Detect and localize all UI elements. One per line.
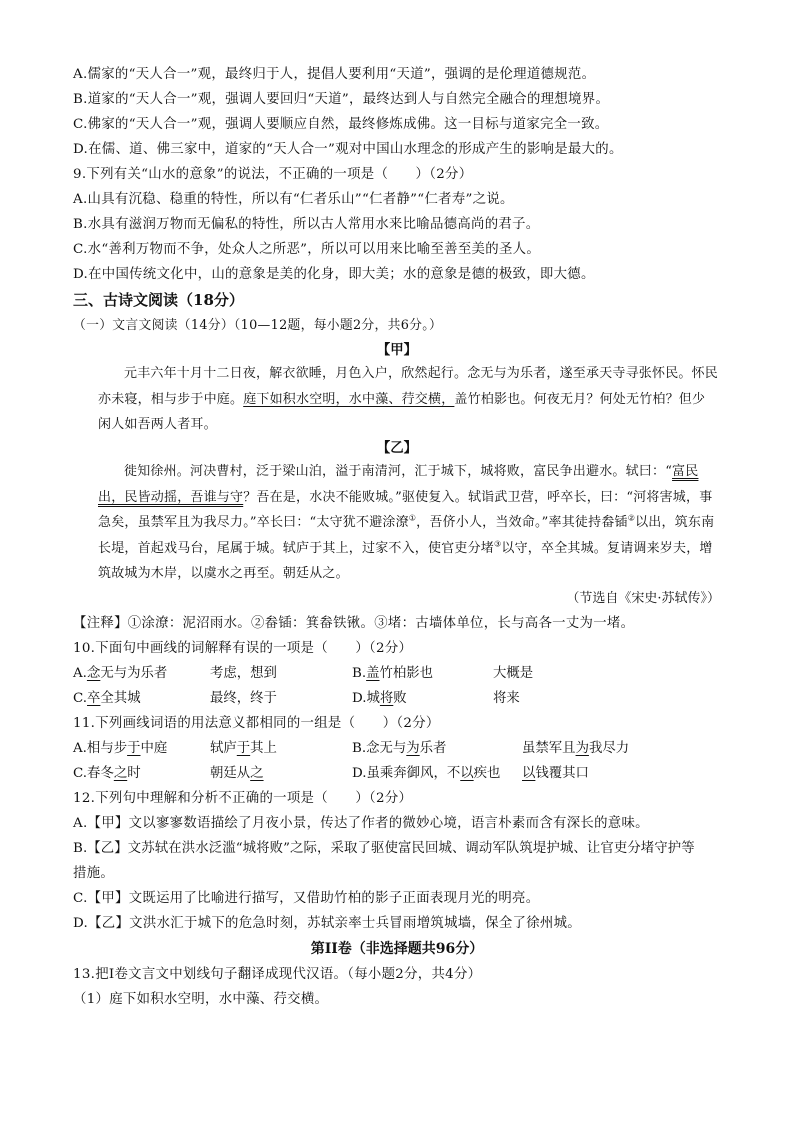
q12-option-b-line2: 措施。 [73, 866, 115, 881]
q8-option-d: D.在儒、道、佛三家中，道家的“天人合一”观对中国山水理念的形成产生的影响是最大的。 [73, 142, 623, 157]
q9-option-b: B.水具有滋润万物而无偏私的特性，所以古人常用水来比喻品德高尚的君子。 [73, 217, 540, 232]
q9-option-c: C.水“善利万物而不争，处众人之所恶”，所以可以用来比喻至善至美的圣人。 [73, 242, 541, 257]
q12-option-b-line1: B.【乙】文苏轼在洪水泛滥“城将败”之际，采取了驱使富民回城、调动军队筑堤护城、让官吏分堵守护等 [73, 841, 695, 856]
q11-option-d2: 以钱覆其口 [522, 766, 589, 781]
passage-yi: 徙知徐州。河决曹村，泛于梁山泊，溢于南清河，汇于城下，城将败，富民争出避水。轼曰：“富民出，民皆动摇，吾谁与守？吾在是，水决不能败城。”驱使复入。轼诣武卫营，呼卒长，曰：“河将害城，事急矣，虽禁军且为我尽力。”卒长曰：“太守犹不避涂潦①，吾侪小人，当效命。”率其徒持畚锸②以出，筑东南长堤，首起戏马台，尾属于城。轼庐于其上，过家不入，使官吏分堵③以守，卒全其城。复请调来岁夫，增筑故城为木岸，以虞水之再至。朝廷从之。 [98, 464, 715, 581]
q11-option-d1: D.虽乘奔御风，不以疾也 [352, 766, 501, 781]
q10-option-b: B.盖竹柏影也 [352, 666, 434, 681]
q11-option-c2: 朝廷从之 [210, 766, 264, 781]
q11-option-b2: 虽禁军且为我尽力 [522, 741, 630, 756]
passage-yi-label: 【乙】 [376, 440, 418, 456]
q11-option-a1: A.相与步于中庭 [73, 741, 168, 756]
q12-stem: 12.下列句中理解和分析不正确的一项是（ ）（2分） [73, 791, 413, 806]
q8-option-c: C.佛家的“天人合一”观，强调人要顺应自然，最终修炼成佛。这一目标与道家完全一致。 [73, 117, 609, 132]
q8-option-a: A.儒家的“天人合一”观，最终归于人，提倡人要利用“天道”，强调的是伦理道德规范。 [73, 67, 596, 82]
yi-underlined-sentence: 富民出，民皆动摇，吾谁与守 [98, 464, 699, 505]
q11-option-b1: B.念无与为乐者 [352, 741, 447, 756]
q9-option-d: D.在中国传统文化中，山的意象是美的化身，即大美；水的意象是德的极致，即大德。 [73, 267, 595, 282]
passage-source: （节选自《宋史·苏轼传》） [566, 591, 720, 606]
passage-jia-label: 【甲】 [376, 342, 418, 358]
q11-option-a2: 轼庐于其上 [210, 741, 277, 756]
jia-underlined-sentence: 庭下如积水空明，水中藻、荇交横， [243, 391, 455, 407]
note-ref-3: ③ [494, 539, 502, 549]
q10-option-a: A.念无与为乐者 [73, 666, 168, 681]
q9-stem: 9.下列有关“山水的意象”的说法，不正确的一项是（ ）（2分） [73, 167, 473, 182]
passage-jia: 元丰六年十月十二日夜，解衣欲睡，月色入户，欣然起行。念无与为乐者，遂至承天寺寻张怀民。怀民亦未寝，相与步于中庭。庭下如积水空明，水中藻、荇交横，盖竹柏影也。何夜无月？何处无竹柏？但少闲人如吾两人者耳。 [98, 366, 719, 432]
q10-option-d-meaning: 将来 [493, 691, 520, 706]
q9-option-a: A.山具有沉稳、稳重的特性，所以有“仁者乐山”“仁者静”“仁者寿”之说。 [73, 192, 514, 207]
q10-option-c-meaning: 最终，终于 [210, 691, 277, 706]
q11-stem: 11.下列画线词语的用法意义都相同的一组是（ ）（2分） [73, 716, 440, 731]
q13-item-1: （1）庭下如积水空明，水中藻、荇交横。 [73, 992, 329, 1007]
q12-option-a: A.【甲】文以寥寥数语描绘了月夜小景，传达了作者的微妙心境，语言朴素而含有深长的意味。 [73, 816, 649, 831]
part2-title: 第II卷（非选择题共96分） [310, 941, 484, 957]
section3-title: 三、古诗文阅读（18分） [73, 291, 244, 309]
passage-notes: 【注释】①涂潦：泥沼雨水。②畚锸：箕畚铁锹。③堵：古墙体单位，长与高各一丈为一堵。 [73, 616, 635, 631]
q10-stem: 10.下面句中画线的词解释有误的一项是（ ）（2分） [73, 641, 413, 656]
q10-option-b-meaning: 大概是 [493, 666, 534, 681]
q10-option-c: C.卒全其城 [73, 691, 141, 706]
q12-option-c: C.【甲】文既运用了比喻进行描写，又借助竹柏的影子正面表现月光的明亮。 [73, 891, 540, 906]
q12-option-d: D.【乙】文洪水汇于城下的危急时刻，苏轼亲率士兵冒雨增筑城墙，保全了徐州城。 [73, 916, 581, 931]
section3-subtitle: （一）文言文阅读（14分）（10—12题，每小题2分，共6分。） [73, 318, 443, 333]
q10-option-a-meaning: 考虑，想到 [210, 666, 277, 681]
q11-option-c1: C.春冬之时 [73, 766, 141, 781]
q13-stem: 13.把Ⅰ卷文言文中划线句子翻译成现代汉语。（每小题2分，共4分） [73, 967, 482, 982]
note-ref-2: ② [627, 513, 636, 523]
q8-option-b: B.道家的“天人合一”观，强调人要回归“天道”，最终达到人与自然完全融合的理想境界。 [73, 92, 610, 107]
q10-option-d: D.城将败 [352, 691, 407, 706]
note-ref-1: ① [408, 513, 417, 523]
